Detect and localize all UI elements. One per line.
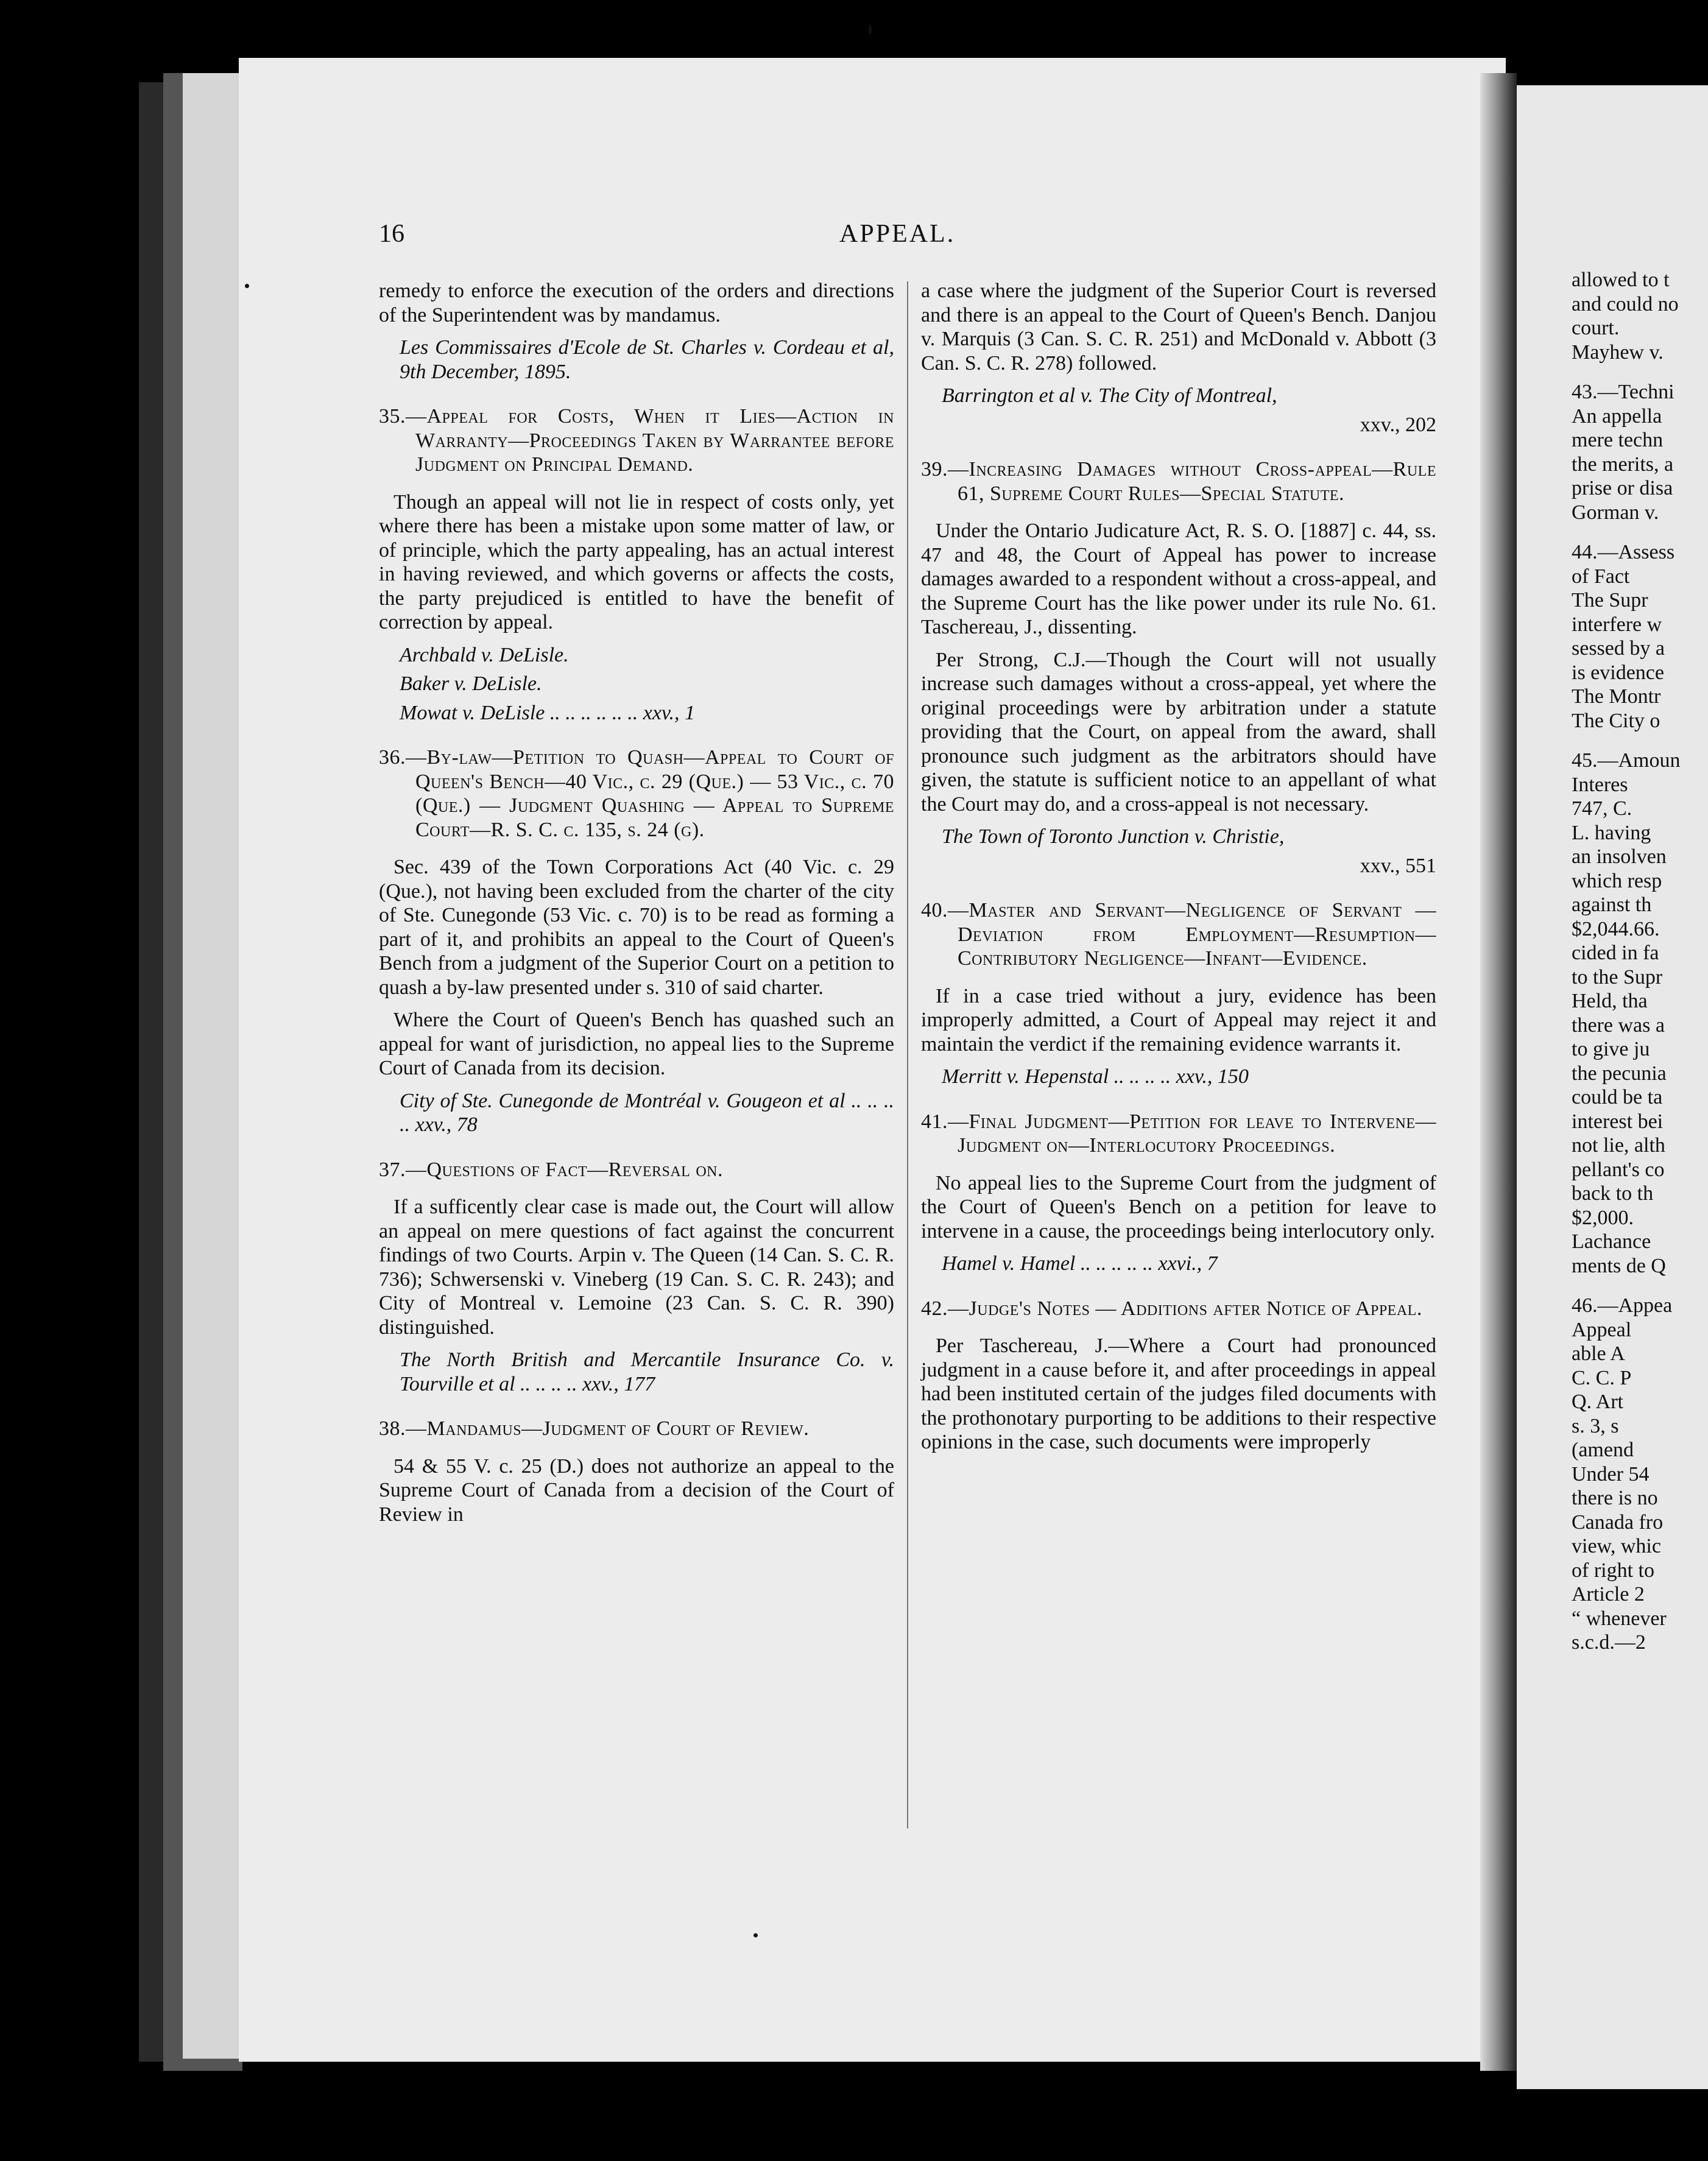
section-heading-41: 41.—Final Judgment—Petition for leave to Intervene—Judgment on—Interlocutory Proceedings.: [921, 1110, 1436, 1157]
facing-page-line: there was a: [1572, 1014, 1665, 1037]
facing-page-line: (amend: [1572, 1439, 1634, 1461]
case-citation: Barrington et al v. The City of Montreal,: [942, 384, 1277, 407]
facing-page-line: able A: [1572, 1342, 1625, 1365]
facing-page-line: there is no: [1572, 1487, 1658, 1509]
facing-page-line: Gorman v.: [1572, 501, 1659, 524]
facing-page-line: $2,044.66.: [1572, 917, 1660, 940]
case-citation: The North British and Mercantile Insurance Co. v. Tourville et al .. .. .. .. xxv., 177: [400, 1348, 894, 1395]
facing-page-line: prise or disa: [1572, 477, 1673, 499]
facing-page-line: [1572, 364, 1708, 380]
section-heading-35: 35.—Appeal for Costs, When it Lies—Action in Warranty—Proceedings Taken by Warrantee before Judgment on Principal Demand.: [379, 405, 894, 476]
facing-page-line: 43.—Techni: [1572, 381, 1674, 403]
facing-page-line: sessed by a: [1572, 637, 1665, 660]
facing-page-line: An appella: [1572, 404, 1662, 428]
facing-page-line: back to th: [1572, 1182, 1654, 1205]
facing-page-line: L. having: [1572, 821, 1651, 844]
case-citation: Mowat v. DeLisle .. .. .. .. .. .. xxv., 1: [400, 701, 696, 724]
facing-page-line: 46.—Appea: [1572, 1294, 1673, 1317]
facing-page-line: 44.—Assess: [1572, 541, 1675, 563]
facing-page-line: to give ju: [1572, 1038, 1650, 1060]
facing-page-line: of Fact: [1572, 565, 1630, 588]
paragraph: If in a case tried without a jury, evidence has been improperly admitted, a Court of Appeal may reject it and maintain the verdict if the remaining evidence warrants it.: [921, 984, 1436, 1056]
section-heading-38: 38.—Mandamus—Judgment of Court of Review.: [379, 1417, 810, 1440]
page-number: 16: [379, 220, 404, 248]
facing-page-line: mere techn: [1572, 429, 1664, 451]
facing-page-line: interfere w: [1572, 613, 1662, 636]
facing-page-line: cided in fa: [1572, 942, 1659, 964]
facing-page-line: an insolven: [1572, 845, 1667, 868]
case-citation: Archbald v. DeLisle.: [400, 643, 569, 666]
citation-reference: xxv., 202: [1360, 413, 1436, 436]
facing-page-line: view, whic: [1572, 1535, 1661, 1557]
scan-speck: [245, 284, 249, 288]
facing-page-line: s. 3, s: [1572, 1414, 1619, 1437]
facing-page-line: could be ta: [1572, 1086, 1663, 1109]
facing-page-line: Article 2: [1572, 1583, 1645, 1606]
paragraph: Though an appeal will not lie in respect of costs only, yet where there has been a mistake upon some matter of law, or of principle, which the party appealing, has an actual interest in having reviewed, and which governs or affects the costs, the party prejudiced is entitled to have the benefit of correction by appeal.: [379, 490, 894, 633]
case-citation: The Town of Toronto Junction v. Christie,: [942, 825, 1285, 848]
facing-page-line: Held, tha: [1572, 990, 1648, 1012]
facing-page-line: which resp: [1572, 869, 1662, 892]
facing-page-line: C. C. P: [1572, 1366, 1632, 1389]
facing-page-line: [1572, 1278, 1708, 1294]
facing-page-line: The City o: [1572, 709, 1660, 732]
section-heading-37: 37.—Questions of Fact—Reversal on.: [379, 1158, 723, 1181]
facing-page-line: Appeal: [1572, 1318, 1632, 1341]
case-citation: Merritt v. Hepenstal .. .. .. .. xxv., 150: [942, 1065, 1249, 1088]
facing-page-line: 747, C.: [1572, 797, 1632, 820]
facing-page-line: “ whenever: [1572, 1607, 1667, 1630]
paragraph: Where the Court of Queen's Bench has quashed such an appeal for want of jurisdiction, no appeal lies to the Supreme Court of Canada from its decision.: [379, 1009, 894, 1079]
facing-page-line: pellant's co: [1572, 1158, 1665, 1181]
paragraph: Sec. 439 of the Town Corporations Act (40 Vic. c. 29 (Que.), not having been excluded from the charter of the city of Ste. Cunegonde (53 Vic. c. 70) is to be read as forming a part of it, and prohibits an appeal to the Court of Queen's Bench from a judgment of the Superior Court on a petition to quash a by-law presented under s. 310 of said charter.: [379, 856, 894, 999]
column-divider: [907, 281, 908, 1828]
paragraph: a case where the judgment of the Superior Court is reversed and there is an appeal to the Court of Queen's Bench. Danjou v. Marquis (3 Can. S. C. R. 251) and McDonald v. Abbott (3 Can. S. C. R. 278) followed.: [921, 280, 1436, 375]
facing-page-line: interest bei: [1572, 1110, 1664, 1133]
facing-page-line: The Montr: [1572, 685, 1661, 708]
facing-page-line: Interes: [1572, 773, 1628, 796]
paragraph: Per Strong, C.J.—Though the Court will not usually increase such damages without a cross-appeal, yet where the original proceedings were by arbitration under a statute providing that the Court, on appeal from the award, shall pronounce such judgment as the arbitrators should have given, the statute is sufficient notice to an appellant of what the Court may do, and a cross-appeal is not necessary.: [921, 648, 1436, 816]
facing-page-line: [1572, 733, 1708, 749]
facing-page-line: $2,000.: [1572, 1206, 1634, 1229]
paragraph: Under the Ontario Judicature Act, R. S. O. [1887] c. 44, ss. 47 and 48, the Court of Appeal has power to increase damages awarded to a respondent without a cross-appeal, and the Supreme Court has the like power under its rule No. 61. Taschereau, J., dissenting.: [921, 520, 1436, 638]
section-heading-39: 39.—Increasing Damages without Cross-appeal—Rule 61, Supreme Court Rules—Special Statute.: [921, 458, 1436, 505]
case-citation: Baker v. DeLisle.: [400, 672, 542, 695]
paragraph: remedy to enforce the execution of the orders and directions of the Superintendent was by mandamus.: [379, 280, 894, 326]
facing-page-line: Lachance: [1572, 1230, 1651, 1253]
case-citation: Hamel v. Hamel .. .. .. .. .. xxvi., 7: [942, 1252, 1218, 1275]
scan-speck: [753, 1933, 758, 1937]
facing-page-line: against th: [1572, 894, 1652, 916]
scan-speck: [869, 24, 872, 34]
facing-page-line: to the Supr: [1572, 965, 1663, 989]
facing-page-line: is evidence: [1572, 661, 1664, 684]
facing-page-line: Canada fro: [1572, 1511, 1664, 1534]
facing-page-line: ments de Q: [1572, 1254, 1666, 1277]
section-heading-36: 36.—By-law—Petition to Quash—Appeal to Court of Queen's Bench—40 Vic., c. 29 (Que.) — 53 Vic., c. 70 (Que.) — Judgment Quashing — Appeal to Supreme Court—R. S. C. c. 135, s. 24 (g).: [379, 746, 894, 841]
facing-page-line: the pecunia: [1572, 1062, 1667, 1085]
facing-page-line: Under 54: [1572, 1462, 1650, 1486]
facing-page-line: s.c.d.—2: [1572, 1631, 1646, 1654]
paragraph: No appeal lies to the Supreme Court from the judgment of the Court of Queen's Bench on a petition for leave to intervene in a cause, the proceedings being interlocutory only.: [921, 1171, 1436, 1243]
case-citation: Les Commissaires d'Ecole de St. Charles v. Cordeau et al, 9th December, 1895.: [400, 336, 894, 383]
case-citation: City of Ste. Cunegonde de Montréal v. Gougeon et al .. .. .. .. xxv., 78: [400, 1089, 894, 1136]
facing-page-line: Q. Art: [1572, 1391, 1623, 1413]
book-gutter: [1480, 73, 1517, 2071]
facing-page-line: court.: [1572, 317, 1620, 339]
facing-page-line: allowed to t: [1572, 269, 1670, 291]
right-column: [921, 279, 1436, 1463]
paragraph: Per Taschereau, J.—Where a Court had pronounced judgment in a cause before it, and after proceedings in appeal had been instituted certain of the judges filed documents with the prothonotary purporting to be additions to their respective opinions in the case, such documents were improperly: [921, 1334, 1436, 1453]
facing-page-fragment: [1517, 85, 1708, 2089]
paragraph: 54 & 55 V. c. 25 (D.) does not authorize an appeal to the Supreme Court of Canada from a decision of the Court of Review in: [379, 1454, 894, 1526]
facing-page-line: of right to: [1572, 1559, 1654, 1582]
facing-page-line: 45.—Amoun: [1572, 749, 1681, 772]
paragraph: If a sufficently clear case is made out, the Court will allow an appeal on mere questions of fact against the concurrent findings of two Courts. Arpin v. The Queen (14 Can. S. C. R. 736); Schwersenski v. Vineberg (19 Can. S. C. R. 243); and City of Montreal v. Lemoine (23 Can. S. C. R. 390) distinguished.: [379, 1196, 894, 1339]
page-title: APPEAL.: [839, 220, 956, 248]
left-column: [379, 279, 894, 1535]
facing-page-line: not lie, alth: [1572, 1134, 1665, 1157]
facing-page-line: The Supr: [1572, 589, 1648, 612]
section-heading-40: 40.—Master and Servant—Negligence of Servant — Deviation from Employment—Resumption—Contributory Negligence—Infant—Evidence.: [921, 899, 1436, 970]
facing-page-line: the merits, a: [1572, 453, 1674, 476]
citation-reference: xxv., 551: [1360, 854, 1436, 877]
section-heading-42: 42.—Judge's Notes — Additions after Notice of Appeal.: [921, 1297, 1422, 1320]
facing-page-line: and could no: [1572, 292, 1679, 316]
facing-page-column: [1572, 268, 1708, 1655]
facing-page-line: Mayhew v.: [1572, 340, 1664, 364]
facing-page-line: [1572, 524, 1708, 540]
